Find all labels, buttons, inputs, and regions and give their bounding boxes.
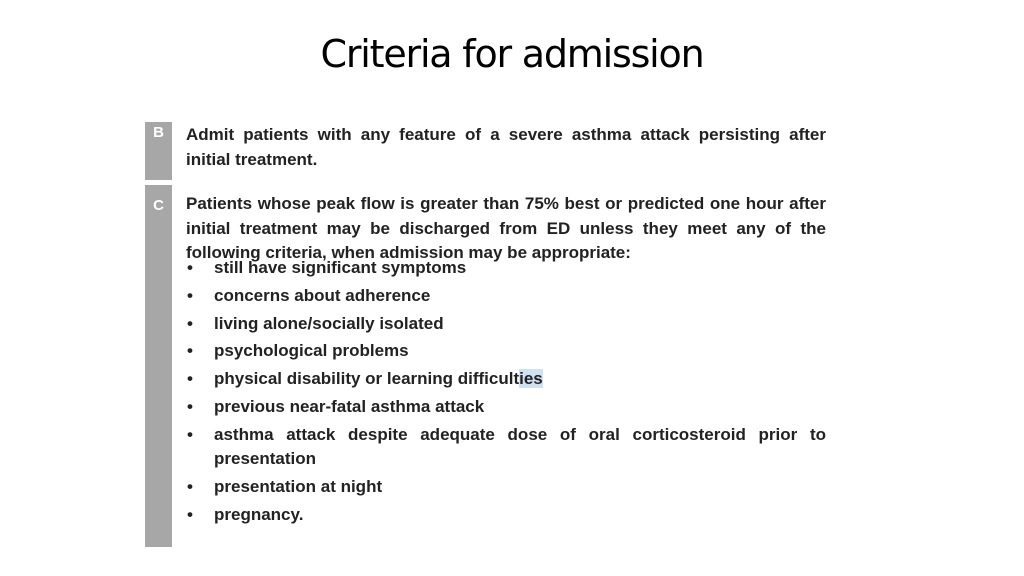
list-item: • psychological problems bbox=[186, 339, 826, 364]
list-item-text-highlighted: physical disability or learning difficulties bbox=[214, 369, 543, 389]
recommendation-row-c bbox=[145, 185, 835, 547]
bullet-icon: • bbox=[187, 396, 193, 416]
list-item: • pregnancy. bbox=[186, 503, 826, 528]
guideline-table bbox=[145, 122, 835, 547]
bullet-icon: • bbox=[187, 313, 193, 333]
recommendation-b-text: Admit patients with any feature of a severe asthma attack persisting after initial treatment. bbox=[186, 125, 826, 169]
list-item: • presentation at night bbox=[186, 475, 826, 500]
bullet-icon: • bbox=[187, 477, 193, 497]
grade-bar-c bbox=[145, 185, 172, 547]
recommendation-c-content bbox=[172, 185, 826, 547]
admission-criteria-list bbox=[186, 256, 826, 527]
grade-label-b: B bbox=[153, 124, 164, 141]
recommendation-row-b bbox=[145, 122, 835, 180]
recommendation-b-content bbox=[172, 122, 826, 180]
list-item: • asthma attack despite adequate dose of oral corticosteroid prior to presentation bbox=[187, 424, 826, 469]
list-item: • still have significant symptoms bbox=[186, 256, 826, 281]
bullet-icon: • bbox=[187, 285, 193, 305]
bullet-icon: • bbox=[187, 341, 193, 361]
recommendation-c-text: Patients whose peak flow is greater than 75% best or predicted one hour after initial treatment may be discharged from ED unless they meet any of the following criteria, when admission may be appropriate: bbox=[186, 194, 826, 262]
bullet-icon: • bbox=[187, 369, 193, 389]
slide-title: Criteria for admission bbox=[320, 32, 704, 76]
grade-bar-b bbox=[145, 122, 172, 180]
text-selection-highlight: ies bbox=[519, 369, 543, 389]
list-item: • previous near-fatal asthma attack bbox=[186, 395, 826, 420]
bullet-icon: • bbox=[187, 424, 193, 444]
list-item: • concerns about adherence bbox=[186, 284, 826, 309]
bullet-icon: • bbox=[187, 504, 193, 524]
bullet-icon: • bbox=[187, 258, 193, 277]
list-item: • living alone/socially isolated bbox=[186, 312, 826, 337]
grade-label-c: C bbox=[153, 197, 164, 214]
list-item bbox=[186, 367, 826, 392]
